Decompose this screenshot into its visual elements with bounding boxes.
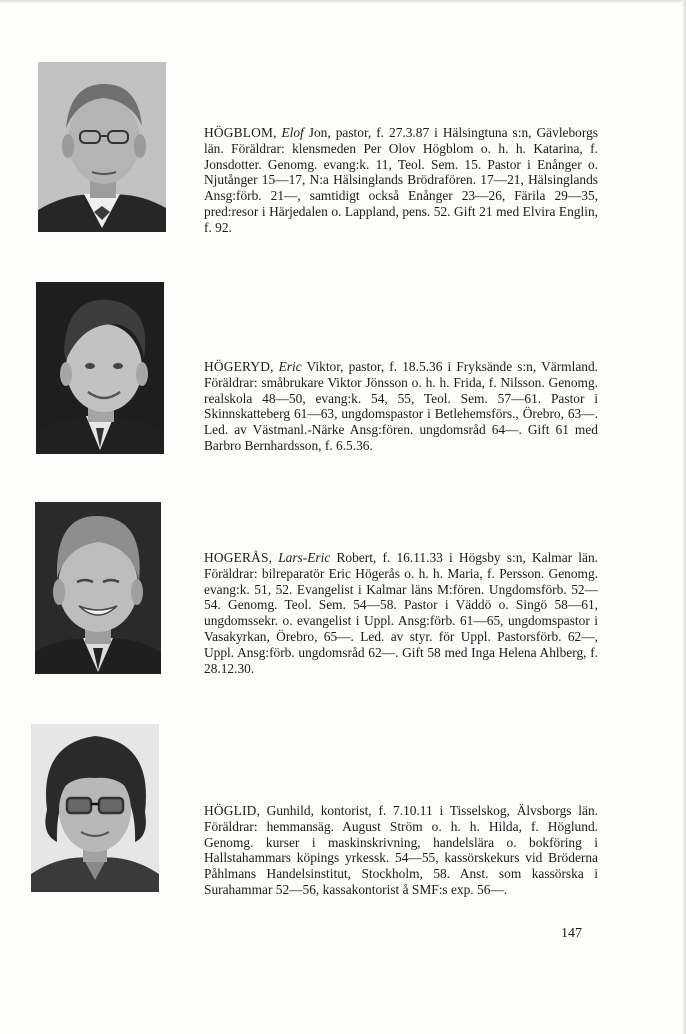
surname: HÖGBLOM <box>204 125 274 140</box>
portrait-photo-hogblom <box>38 62 166 232</box>
portrait-photo-hogeryd <box>36 282 164 454</box>
page-right-edge <box>682 0 686 1034</box>
bio-text-hoglid: HÖGLID, Gunhild, kontorist, f. 7.10.11 i Tisselskog, Älvsborgs län. Föräldrar: hemmansäg. August Ström o. h. h. Hilda, f. Höglund. Genomg. kurser i maskinskrivning, handelslära o. bokföring i Hallstahammars köpings yrkessk. 54—55, kassörskekurs vid Bröderna Påhlmans Handelsinstitut, Stockholm, 58. Anst. som kassörska i Surahammar 52—56, kassakontorist å SMF:s exp. 56—. <box>204 803 598 897</box>
given-name-italic: Lars-Eric <box>278 550 331 565</box>
biography: Gunhild, kontorist, f. 7.10.11 i Tisselskog, Älvsborgs län. Föräldrar: hemmansäg. August Ström o. h. h. Hilda, f. Höglund. Genomg. kurser i maskinskrivning, handelslära o. bokföring i Hallstahammars köpings yrkessk. 54—55, kassörskekurs vid Bröderna Påhlmans Handelsinstitut, Stockholm, 58. Anst. som kassörska i Surahammar 52—56, kassakontorist å SMF:s exp. 56—. <box>204 803 598 897</box>
portrait-photo-hogeras <box>35 502 161 674</box>
given-name-italic: Eric <box>278 359 302 374</box>
bio-text-hogeryd: HÖGERYD, Eric Viktor, pastor, f. 18.5.36 i Fryksände s:n, Värmland. Föräldrar: småbrukare Viktor Jönsson o. h. h. Frida, f. Nilsson. Genomg. realskola 48—50, evang:k. 54, 55, Teol. Sem. 57—61. Pastor i Skinnskatteberg 61—63, ungdomspastor i Betlehemsförs., Örebro, 63—. Led. av Västmanl.-Närke Ansg:fören. ungdomsråd 64—. Gift 61 med Barbro Bernhardsson, f. 6.5.36. <box>204 359 598 453</box>
bio-text-hogblom: HÖGBLOM, Elof Jon, pastor, f. 27.3.87 i Hälsingtuna s:n, Gävleborgs län. Föräldrar: klensmeden Per Olov Högblom o. h. h. Katarina, f. Jonsdotter. Genomg. evang:k. 11, Teol. Sem. 15. Pastor i Enånger o. Njutånger 15—17, N:a Hälsinglands Brödrafören. 17—21, Hälsinglands Ansg:förb. 21—, samtidigt också Enånger 23—26, Färila 29—35, pred:resor i Härjedalen o. Lappland, pens. 52. Gift 21 med Elvira Englin, f. 92. <box>204 125 598 235</box>
portrait-photo-hoglid <box>31 724 159 892</box>
bio-text-hogeras: HOGERÅS, Lars-Eric Robert, f. 16.11.33 i Högsby s:n, Kalmar län. Föräldrar: bilreparatör Eric Högerås o. h. h. Maria, f. Persson. Genomg. evang:k. 51, 52. Evangelist i Kalmar läns M:fören. Ungdomsförb. 52—54. Genomg. Teol. Sem. 54—58. Pastor i Väddö o. Singö 58—61, ungdomssekr. o. evangelist i Uppl. Ansg:förb. 61—65, ungdomspastor i Vasakyrkan, Örebro, 65—. Led. av styr. för Uppl. Pastorsförb. 62—, Uppl. Ansg:förb. ungdomsråd 62—. Gift 58 med Inga Helena Ahlberg, f. 28.12.30. <box>204 550 598 676</box>
page-number: 147 <box>561 926 582 941</box>
biography: Viktor, pastor, f. 18.5.36 i Fryksände s:n, Värmland. Föräldrar: småbrukare Viktor Jönsson o. h. h. Frida, f. Nilsson. Genomg. realskola 48—50, evang:k. 54, 55, Teol. Sem. 57—61. Pastor i Skinnskatteberg 61—63, ungdomspastor i Betlehemsförs., Örebro, 63—. Led. av Västmanl.-Närke Ansg:fören. ungdomsråd 64—. Gift 61 med Barbro Bernhardsson, f. 6.5.36. <box>204 359 598 453</box>
surname: HOGERÅS <box>204 550 269 565</box>
biography: Robert, f. 16.11.33 i Högsby s:n, Kalmar län. Föräldrar: bilreparatör Eric Högerås o. h. h. Maria, f. Persson. Genomg. evang:k. 51, 52. Evangelist i Kalmar läns M:fören. Ungdomsförb. 52—54. Genomg. Teol. Sem. 54—58. Pastor i Väddö o. Singö 58—61, ungdomssekr. o. evangelist i Uppl. Ansg:förb. 61—65, ungdomspastor i Vasakyrkan, Örebro, 65—. Led. av styr. för Uppl. Pastorsförb. 62—, Uppl. Ansg:förb. ungdomsråd 62—. Gift 58 med Inga Helena Ahlberg, f. 28.12.30. <box>204 550 598 676</box>
given-name-italic: Elof <box>281 125 304 140</box>
page-top-edge <box>0 0 686 3</box>
surname: HÖGERYD <box>204 359 271 374</box>
surname: HÖGLID <box>204 803 257 818</box>
biography: Jon, pastor, f. 27.3.87 i Hälsingtuna s:n, Gävleborgs län. Föräldrar: klensmeden Per Olov Högblom o. h. h. Katarina, f. Jonsdotter. Genomg. evang:k. 11, Teol. Sem. 15. Pastor i Enånger o. Njutånger 15—17, N:a Hälsinglands Brödrafören. 17—21, Hälsinglands Ansg:förb. 21—, samtidigt också Enånger 23—26, Färila 29—35, pred:resor i Härjedalen o. Lappland, pens. 52. Gift 21 med Elvira Englin, f. 92. <box>204 125 598 235</box>
